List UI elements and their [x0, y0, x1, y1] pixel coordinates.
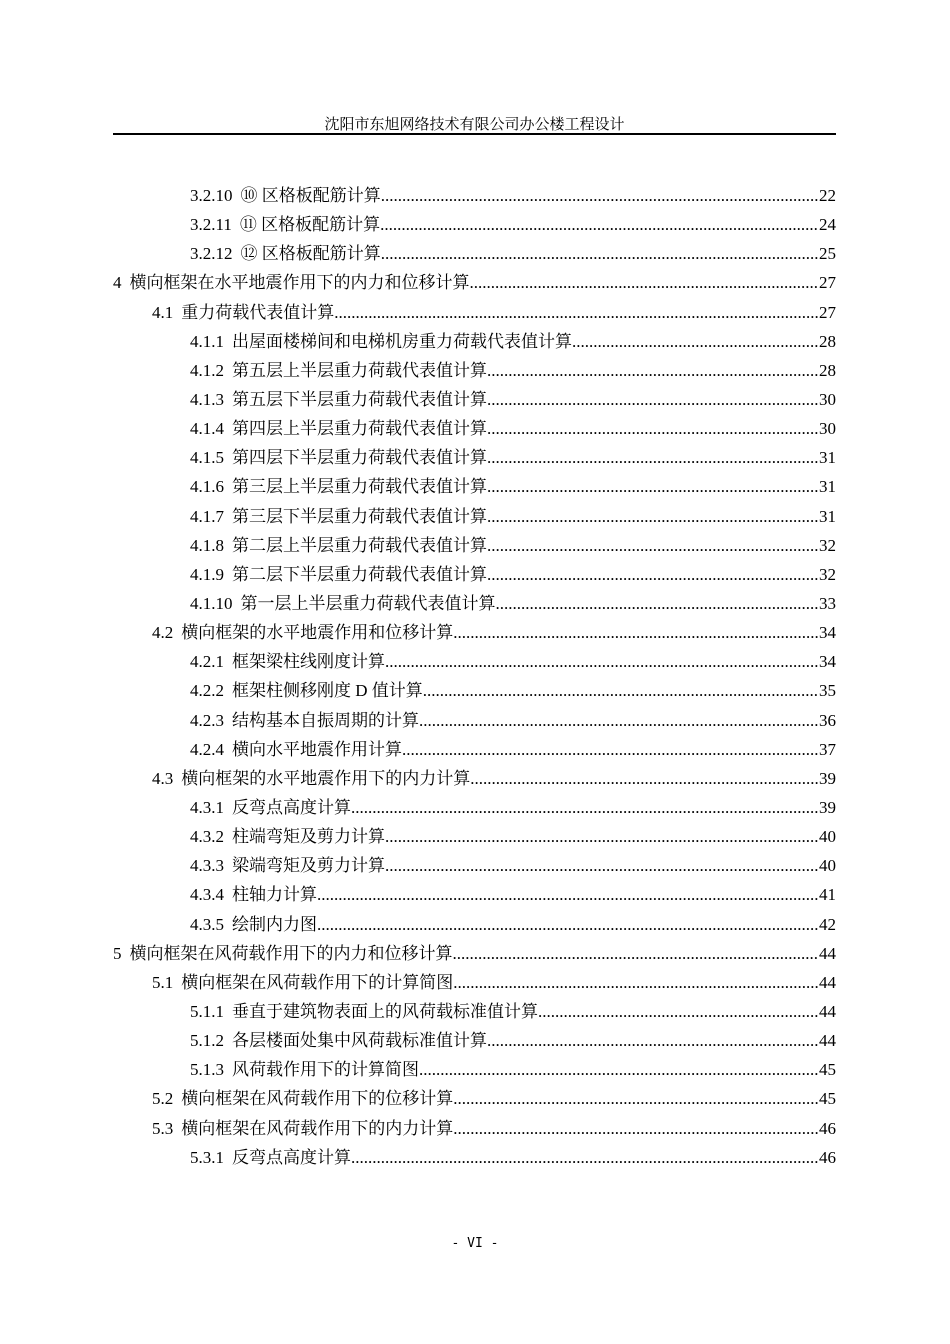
- toc-dot-leader: [487, 416, 819, 441]
- toc-entry-title: 横向框架在风荷载作用下的位移计算: [181, 1089, 454, 1109]
- toc-entry-page: 44: [819, 943, 836, 963]
- toc-dot-leader: [317, 912, 819, 937]
- toc-dot-leader: [470, 270, 820, 295]
- toc-dot-leader: [385, 649, 819, 674]
- toc-entry-page: 41: [819, 885, 836, 905]
- toc-entry-title: 第四层上半层重力荷载代表值计算: [232, 419, 487, 439]
- toc-entry[interactable]: [0, 941, 836, 970]
- toc-entry-number: 4.3.4: [190, 885, 224, 905]
- toc-entry-title: 结构基本自振周期的计算: [232, 710, 419, 730]
- toc-entry-page: 31: [819, 506, 836, 526]
- toc-entry-page: 44: [819, 972, 836, 992]
- toc-entry-number: 4.3.1: [190, 797, 224, 817]
- toc-entry[interactable]: [0, 445, 836, 474]
- toc-entry-number: 4.2: [152, 623, 174, 643]
- table-of-contents: [0, 183, 950, 1174]
- toc-dot-leader: [453, 1086, 819, 1111]
- toc-entry[interactable]: [0, 329, 836, 358]
- toc-entry-title: 第三层上半层重力荷载代表值计算: [232, 477, 487, 497]
- toc-dot-leader: [487, 533, 819, 558]
- toc-dot-leader: [351, 795, 819, 820]
- toc-dot-leader: [453, 941, 820, 966]
- toc-entry[interactable]: [0, 1057, 836, 1086]
- toc-dot-leader: [487, 358, 819, 383]
- toc-dot-leader: [381, 183, 819, 208]
- toc-dot-leader: [487, 445, 819, 470]
- toc-entry-number: 4.1.10: [190, 593, 233, 613]
- toc-entry[interactable]: [0, 912, 836, 941]
- toc-entry-page: 37: [819, 739, 836, 759]
- toc-entry[interactable]: [0, 533, 836, 562]
- toc-entry-number: 4.1.1: [190, 331, 224, 351]
- toc-entry-title: 梁端弯矩及剪力计算: [232, 856, 385, 876]
- toc-entry-title: 垂直于建筑物表面上的风荷载标准值计算: [232, 1001, 538, 1021]
- toc-entry[interactable]: [0, 270, 836, 299]
- toc-entry-number: 4.1.3: [190, 389, 224, 409]
- toc-entry[interactable]: [0, 853, 836, 882]
- toc-entry-page: 28: [819, 360, 836, 380]
- toc-dot-leader: [470, 766, 819, 791]
- toc-entry[interactable]: [0, 999, 836, 1028]
- toc-entry[interactable]: [0, 1028, 836, 1057]
- toc-entry-page: 32: [819, 535, 836, 555]
- toc-dot-leader: [487, 1028, 819, 1053]
- toc-entry-title: 重力荷载代表值计算: [181, 302, 335, 322]
- toc-entry-title: 横向水平地震作用计算: [232, 739, 402, 759]
- toc-entry-number: 5.1.2: [190, 1031, 224, 1051]
- header-rule: [113, 133, 836, 135]
- toc-entry[interactable]: [0, 649, 836, 678]
- toc-entry-number: 5.3: [152, 1118, 174, 1138]
- toc-entry-page: 24: [819, 215, 836, 235]
- toc-entry[interactable]: [0, 183, 836, 212]
- toc-dot-leader: [453, 970, 819, 995]
- toc-entry-number: 3.2.10: [190, 186, 233, 205]
- toc-entry-page: 30: [819, 419, 836, 439]
- toc-entry-number: 3.2.11: [190, 215, 232, 235]
- toc-entry-page: 25: [819, 244, 836, 264]
- toc-entry-title: ⑫ 区格板配筋计算: [240, 244, 381, 264]
- toc-dot-leader: [419, 1057, 819, 1082]
- toc-dot-leader: [419, 708, 819, 733]
- toc-entry-page: 28: [819, 331, 836, 351]
- toc-entry-title: 横向框架的水平地震作用下的内力计算: [181, 768, 471, 788]
- toc-entry-number: 3.2.12: [190, 244, 233, 264]
- toc-entry-number: 4.1.6: [190, 477, 224, 497]
- toc-entry-number: 4.1.4: [190, 419, 224, 439]
- toc-entry-page: 45: [819, 1089, 836, 1109]
- toc-entry-number: 4.1.7: [190, 506, 224, 526]
- toc-entry-number: 4.3.5: [190, 914, 224, 934]
- toc-entry[interactable]: [0, 504, 836, 533]
- toc-entry[interactable]: [0, 766, 836, 795]
- toc-entry-page: 33: [819, 593, 836, 613]
- toc-entry-number: 4.1.9: [190, 564, 224, 584]
- toc-entry[interactable]: [0, 882, 836, 911]
- toc-dot-leader: [487, 387, 819, 412]
- toc-entry-number: 4.1: [152, 302, 174, 322]
- toc-entry-page: 39: [819, 797, 836, 817]
- toc-entry-page: 34: [819, 652, 836, 672]
- toc-dot-leader: [487, 504, 819, 529]
- toc-entry-page: 40: [819, 856, 836, 876]
- toc-entry-page: 34: [819, 623, 836, 643]
- toc-entry-title: 第五层下半层重力荷载代表值计算: [232, 389, 487, 409]
- toc-entry-title: 横向框架在风荷载作用下的内力和位移计算: [129, 943, 453, 963]
- toc-entry-title: 各层楼面处集中风荷载标准值计算: [232, 1031, 487, 1051]
- toc-entry-title: 第二层上半层重力荷载代表值计算: [232, 535, 487, 555]
- toc-entry[interactable]: [0, 737, 836, 766]
- toc-entry-number: 5.3.1: [190, 1147, 224, 1167]
- toc-entry-title: 第三层下半层重力荷载代表值计算: [232, 506, 487, 526]
- toc-dot-leader: [538, 999, 819, 1024]
- toc-dot-leader: [453, 1116, 819, 1141]
- toc-entry-page: 22: [819, 186, 836, 205]
- toc-dot-leader: [402, 737, 819, 762]
- toc-entry-number: 4.2.3: [190, 710, 224, 730]
- toc-dot-leader: [380, 212, 819, 237]
- toc-entry[interactable]: [0, 358, 836, 387]
- toc-entry-page: 27: [819, 273, 836, 293]
- toc-entry-number: 4.1.2: [190, 360, 224, 380]
- toc-entry-title: 出屋面楼梯间和电梯机房重力荷载代表值计算: [232, 331, 572, 351]
- toc-entry-page: 39: [819, 768, 836, 788]
- toc-entry-number: 4.2.4: [190, 739, 224, 759]
- toc-dot-leader: [334, 300, 819, 325]
- toc-entry-page: 36: [819, 710, 836, 730]
- toc-entry[interactable]: [0, 795, 836, 824]
- toc-entry-title: 反弯点高度计算: [232, 1147, 351, 1167]
- toc-entry-title: 横向框架在风荷载作用下的计算简图: [181, 972, 454, 992]
- page-number: - VI -: [451, 1236, 499, 1251]
- toc-dot-leader: [351, 1145, 819, 1170]
- toc-entry-number: 4.2.1: [190, 652, 224, 672]
- toc-entry-title: 横向框架在风荷载作用下的内力计算: [181, 1118, 454, 1138]
- toc-entry-number: 5.2: [152, 1089, 174, 1109]
- toc-entry-page: 30: [819, 389, 836, 409]
- toc-entry[interactable]: [0, 620, 836, 649]
- toc-entry-title: ⑩ 区格板配筋计算: [240, 186, 381, 205]
- toc-entry[interactable]: [0, 824, 836, 853]
- toc-entry-page: 46: [819, 1118, 836, 1138]
- toc-dot-leader: [317, 882, 819, 907]
- toc-dot-leader: [487, 474, 819, 499]
- toc-entry-title: 反弯点高度计算: [232, 797, 351, 817]
- toc-entry-number: 4.3.3: [190, 856, 224, 876]
- toc-entry-number: 5.1.3: [190, 1060, 224, 1080]
- toc-dot-leader: [381, 241, 819, 266]
- toc-entry-title: 柱端弯矩及剪力计算: [232, 827, 385, 847]
- toc-entry[interactable]: [0, 1116, 836, 1145]
- toc-entry[interactable]: [0, 474, 836, 503]
- toc-entry-title: 第二层下半层重力荷载代表值计算: [232, 564, 487, 584]
- toc-dot-leader: [453, 620, 819, 645]
- toc-entry-number: 5.1.1: [190, 1001, 224, 1021]
- toc-entry[interactable]: [0, 1145, 836, 1174]
- toc-entry[interactable]: [0, 1086, 836, 1115]
- toc-entry-title: 柱轴力计算: [232, 885, 317, 905]
- toc-entry-title: 绘制内力图: [232, 914, 317, 934]
- toc-entry-page: 31: [819, 477, 836, 497]
- toc-dot-leader: [572, 329, 819, 354]
- toc-dot-leader: [423, 678, 819, 703]
- toc-entry-title: 第一层上半层重力荷载代表值计算: [240, 593, 496, 613]
- toc-dot-leader: [385, 824, 819, 849]
- toc-entry[interactable]: [0, 678, 836, 707]
- toc-entry-title: 横向框架的水平地震作用和位移计算: [181, 623, 454, 643]
- toc-entry-page: 44: [819, 1031, 836, 1051]
- toc-dot-leader: [496, 591, 820, 616]
- toc-entry-page: 35: [819, 681, 836, 701]
- toc-entry-number: 4.1.5: [190, 448, 224, 468]
- toc-entry-page: 40: [819, 827, 836, 847]
- toc-entry[interactable]: [0, 970, 836, 999]
- toc-entry-number: 5.1: [152, 972, 174, 992]
- toc-entry-number: 5: [113, 943, 122, 963]
- toc-entry[interactable]: [0, 241, 836, 270]
- toc-entry-page: 44: [819, 1001, 836, 1021]
- toc-entry-number: 4.2.2: [190, 681, 224, 701]
- toc-entry-number: 4: [113, 273, 122, 293]
- toc-entry-number: 4.1.8: [190, 535, 224, 555]
- toc-entry-page: 27: [819, 302, 836, 322]
- toc-entry-title: ⑪ 区格板配筋计算: [239, 215, 381, 235]
- toc-dot-leader: [487, 562, 819, 587]
- toc-entry-page: 42: [819, 914, 836, 934]
- toc-entry-page: 46: [819, 1147, 836, 1167]
- page-header-title: 沈阳市东旭网络技术有限公司办公楼工程设计: [324, 117, 625, 133]
- toc-entry-number: 4.3: [152, 768, 174, 788]
- toc-entry-title: 风荷载作用下的计算简图: [232, 1060, 419, 1080]
- toc-entry-title: 第四层下半层重力荷载代表值计算: [232, 448, 487, 468]
- toc-entry-page: 32: [819, 564, 836, 584]
- toc-entry-title: 框架柱侧移刚度 D 值计算: [232, 681, 423, 701]
- toc-entry[interactable]: [0, 562, 836, 591]
- toc-entry[interactable]: [0, 416, 836, 445]
- toc-entry-page: 45: [819, 1060, 836, 1080]
- toc-entry[interactable]: [0, 591, 836, 620]
- toc-entry-title: 横向框架在水平地震作用下的内力和位移计算: [129, 273, 470, 293]
- toc-entry-title: 第五层上半层重力荷载代表值计算: [232, 360, 487, 380]
- toc-entry[interactable]: [0, 708, 836, 737]
- toc-entry[interactable]: [0, 387, 836, 416]
- toc-entry-page: 31: [819, 448, 836, 468]
- toc-entry[interactable]: [0, 300, 836, 329]
- toc-dot-leader: [385, 853, 819, 878]
- toc-entry-title: 框架梁柱线刚度计算: [232, 652, 385, 672]
- toc-entry-number: 4.3.2: [190, 827, 224, 847]
- toc-entry[interactable]: [0, 212, 836, 241]
